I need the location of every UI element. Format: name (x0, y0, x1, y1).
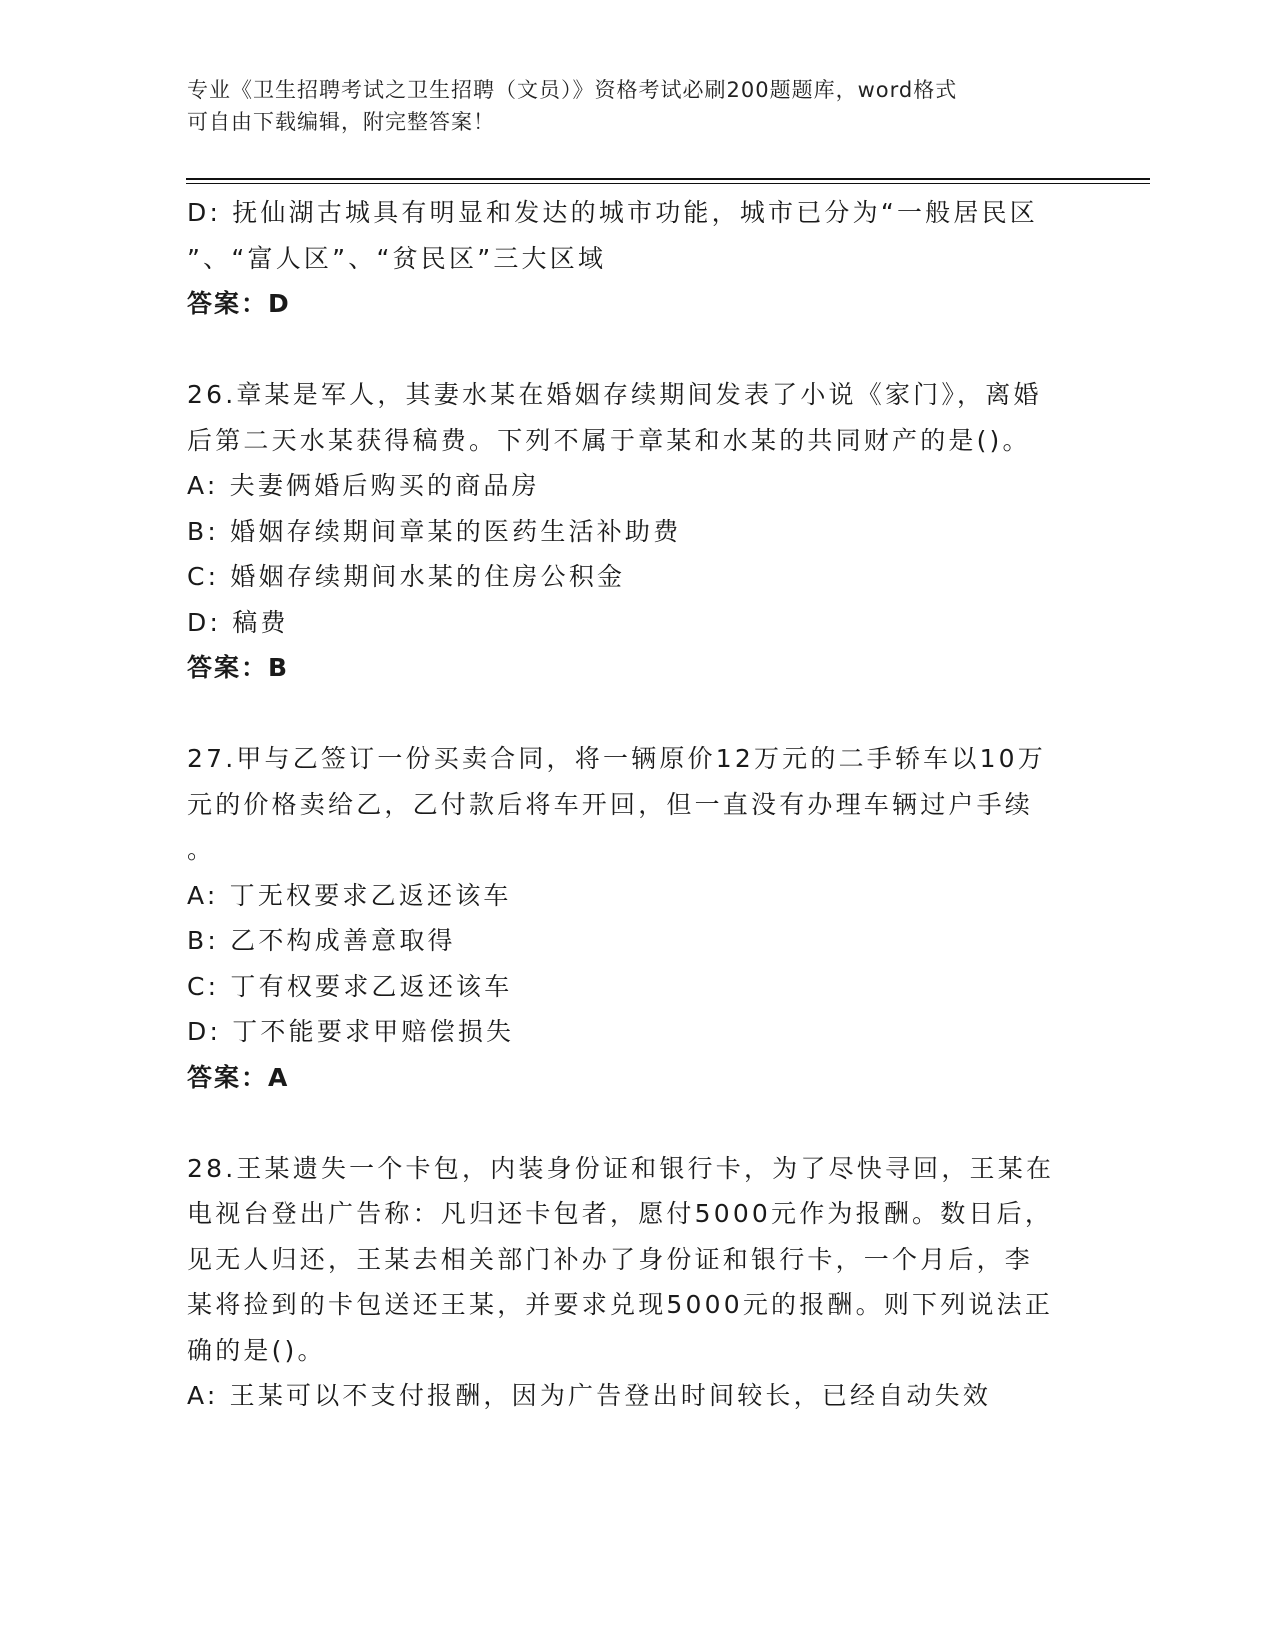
question-stem-line-3: 见无人归还，王某去相关部门补办了身份证和银行卡，一个月后，李 (187, 1244, 1034, 1274)
question-25 (187, 190, 1087, 327)
question-stem-line-3: 。 (187, 835, 216, 864)
question-28 (187, 1146, 1087, 1419)
option-b: B: 乙不构成善意取得 (187, 926, 456, 955)
question-stem-line-2: 后第二天水某获得稿费。下列不属于章某和水某的共同财产的是()。 (187, 425, 1031, 455)
header-line-2: 可自由下载编辑，附完整答案！ (187, 110, 495, 134)
option-d-line-1: D: 抚仙湖古城具有明显和发达的城市功能，城市已分为“一般居民区 (187, 198, 1038, 227)
question-27 (187, 736, 1087, 1100)
option-d-line-2: ”、“富人区”、“贫民区”三大区域 (187, 243, 607, 273)
option-a: A: 王某可以不支付报酬，因为广告登出时间较长，已经自动失效 (187, 1381, 992, 1410)
header-divider-thin (186, 183, 1150, 184)
spacer (187, 1100, 1087, 1146)
question-26 (187, 372, 1087, 691)
question-stem-line-4: 某将捡到的卡包送还王某，并要求兑现5000元的报酬。则下列说法正 (187, 1290, 1054, 1319)
question-stem-line-1: 27.甲与乙签订一份买卖合同，将一辆原价12万元的二手轿车以10万 (187, 744, 1046, 773)
answer-label: 答案：D (187, 289, 291, 318)
question-stem-line-2: 元的价格卖给乙，乙付款后将车开回，但一直没有办理车辆过户手续 (187, 789, 1034, 819)
spacer (187, 691, 1087, 737)
option-a: A: 夫妻俩婚后购买的商品房 (187, 471, 540, 500)
question-stem-line-1: 28.王某遗失一个卡包，内装身份证和银行卡，为了尽快寻回，王某在 (187, 1153, 1055, 1183)
header-line-1: 专业《卫生招聘考试之卫生招聘（文员）》资格考试必刷200题题库，word格式 (187, 78, 958, 102)
document-header (187, 74, 1067, 138)
answer-label: 答案：A (187, 1062, 290, 1092)
document-body (187, 190, 1087, 1419)
option-b: B: 婚姻存续期间章某的医药生活补助费 (187, 516, 682, 546)
question-stem-line-2: 电视台登出广告称：凡归还卡包者，愿付5000元作为报酬。数日后， (187, 1199, 1054, 1228)
spacer (187, 327, 1087, 373)
option-c: C: 婚姻存续期间水某的住房公积金 (187, 562, 626, 591)
question-stem-line-1: 26.章某是军人，其妻水某在婚姻存续期间发表了小说《家门》，离婚 (187, 380, 1042, 409)
option-a: A: 丁无权要求乙返还该车 (187, 880, 512, 910)
header-divider-thick (186, 178, 1150, 180)
question-stem-line-5: 确的是()。 (187, 1335, 326, 1365)
option-d: D: 丁不能要求甲赔偿损失 (187, 1017, 515, 1046)
answer-label: 答案：B (187, 653, 290, 682)
option-c: C: 丁有权要求乙返还该车 (187, 971, 513, 1001)
option-d: D: 稿费 (187, 607, 289, 637)
